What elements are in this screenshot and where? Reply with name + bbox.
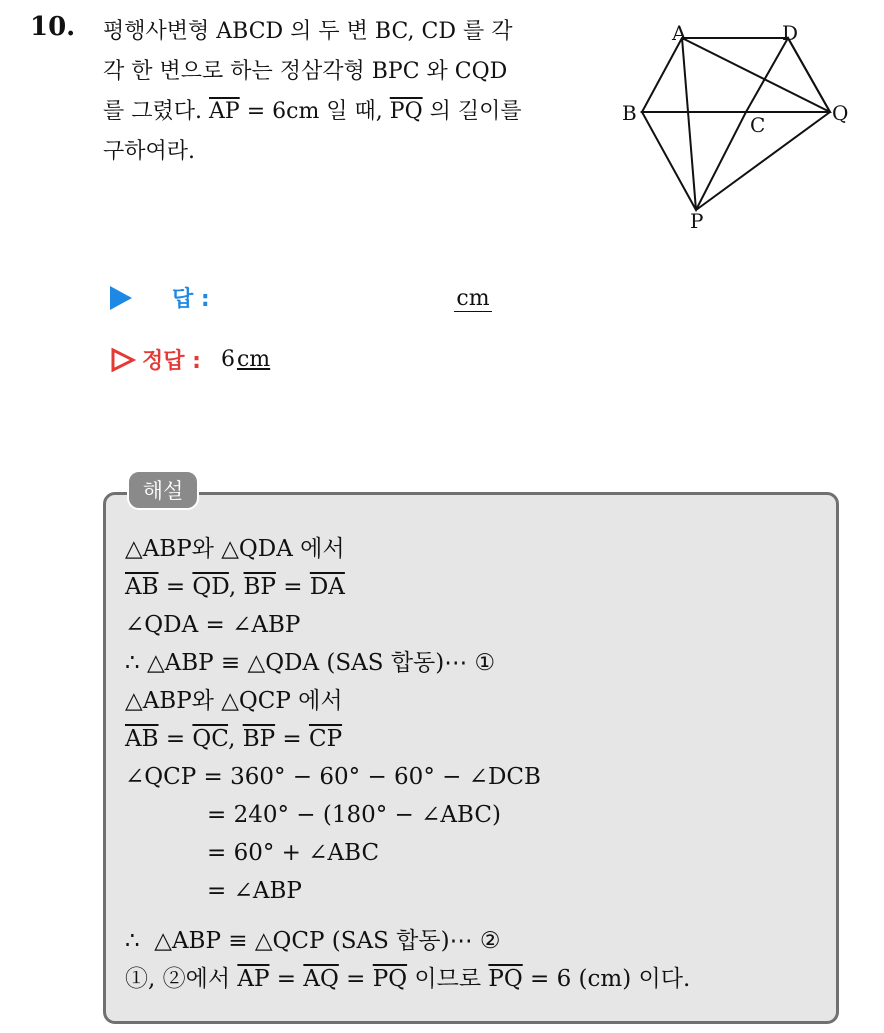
solution-text: ①, ②에서 — [125, 966, 238, 992]
solution-text: = 240° − (180° − ∠ABC) — [207, 802, 501, 828]
solution-text: = 60° + ∠ABC — [207, 840, 380, 866]
point-b-label: B — [622, 101, 637, 125]
point-p-label: P — [690, 209, 704, 233]
segment-ap: $\overline{AP}$ — [209, 99, 240, 124]
solution-text: = ∠ABP — [207, 878, 302, 904]
segment-name: $\overline{AQ}$ — [303, 966, 339, 992]
segment-name: $\overline{PQ}$ — [488, 966, 523, 992]
segment-aq-line — [682, 38, 830, 112]
answer-label: 답 : — [172, 287, 210, 312]
solution-text: 이므로 — [407, 966, 489, 992]
solution-line — [125, 834, 690, 872]
point-d-label: D — [782, 21, 799, 45]
solution-line — [125, 960, 690, 998]
segment-name: $\overline{AP}$ — [237, 966, 270, 992]
solution-line — [125, 872, 690, 910]
solution-line — [125, 796, 690, 834]
problem-line: 평행사변형 ABCD 의 두 변 BC, CD 를 각 — [103, 19, 513, 44]
segment-ap-line — [682, 38, 696, 210]
solution-lines — [125, 530, 690, 998]
solution-text: ∠QCP = 360° − 60° − 60° − ∠DCB — [125, 764, 541, 790]
solution-line — [125, 568, 690, 606]
problem-line: 각 한 변으로 하는 정삼각형 BPC 와 CQD — [103, 59, 508, 84]
solution-text: = — [158, 574, 193, 600]
correct-answer-value: 6 — [220, 347, 235, 372]
solution-line — [125, 682, 690, 720]
solution-text: , — [228, 726, 243, 752]
problem-text — [103, 12, 593, 172]
answer-blank[interactable]: cm — [454, 287, 492, 312]
answer-row — [110, 282, 210, 313]
segment-name: $\overline{PQ}$ — [372, 966, 408, 992]
play-triangle-icon — [110, 286, 132, 310]
point-a-label: A — [672, 21, 687, 45]
segment-pq: $\overline{PQ}$ — [389, 99, 423, 124]
parallelogram-figure — [610, 20, 860, 235]
correct-answer-unit: cm — [236, 347, 271, 372]
point-q-label: Q — [832, 101, 849, 125]
solution-text: = — [275, 726, 309, 752]
solution-text: = — [338, 966, 373, 992]
solution-text: ∠QDA = ∠ABP — [125, 612, 301, 638]
segment-name: $\overline{AB}$ — [125, 726, 159, 752]
solution-text: = — [275, 574, 310, 600]
solution-line — [125, 720, 690, 758]
solution-text: △ABP와 △QCP 에서 — [125, 688, 343, 714]
segment-name: $\overline{CP}$ — [308, 726, 343, 752]
figure-lines — [642, 38, 830, 210]
solution-text: = — [269, 966, 304, 992]
solution-tab: 해설 — [127, 470, 199, 510]
point-c-label: C — [750, 113, 766, 137]
segment-name: $\overline{AB}$ — [125, 574, 159, 600]
solution-text: , — [228, 574, 244, 600]
solution-line — [125, 606, 690, 644]
solution-text: ∴ △ABP ≡ △QCP (SAS 합동)⋯ ② — [125, 928, 501, 954]
solution-text: △ABP와 △QDA 에서 — [125, 536, 345, 562]
outline-triangle-icon — [110, 347, 136, 373]
correct-answer-row — [110, 344, 270, 375]
solution-text: = — [158, 726, 193, 752]
solution-line — [125, 644, 690, 682]
segment-name: $\overline{BP}$ — [242, 726, 276, 752]
segment-name: $\overline{QC}$ — [192, 726, 229, 752]
solution-line — [125, 530, 690, 568]
problem-line: 구하여라. — [103, 139, 196, 164]
problem-line: 를 그렸다. $\overline{AP} = 6cm$ 일 때, $\overline{PQ}$ 의 길이를 — [103, 99, 522, 124]
solution-text: ∴ △ABP ≡ △QDA (SAS 합동)⋯ ① — [125, 650, 496, 676]
solution-text: = 6 (cm) 이다. — [522, 966, 691, 992]
correct-answer-label: 정답 : — [142, 349, 201, 374]
segment-name: $\overline{QD}$ — [192, 574, 229, 600]
segment-name: $\overline{BP}$ — [243, 574, 276, 600]
problem-number: 10. — [30, 12, 76, 42]
triangle-cqd — [746, 38, 830, 112]
solution-line — [125, 758, 690, 796]
parallelogram-abcd — [642, 38, 830, 112]
solution-line — [125, 922, 690, 960]
segment-name: $\overline{DA}$ — [309, 574, 345, 600]
